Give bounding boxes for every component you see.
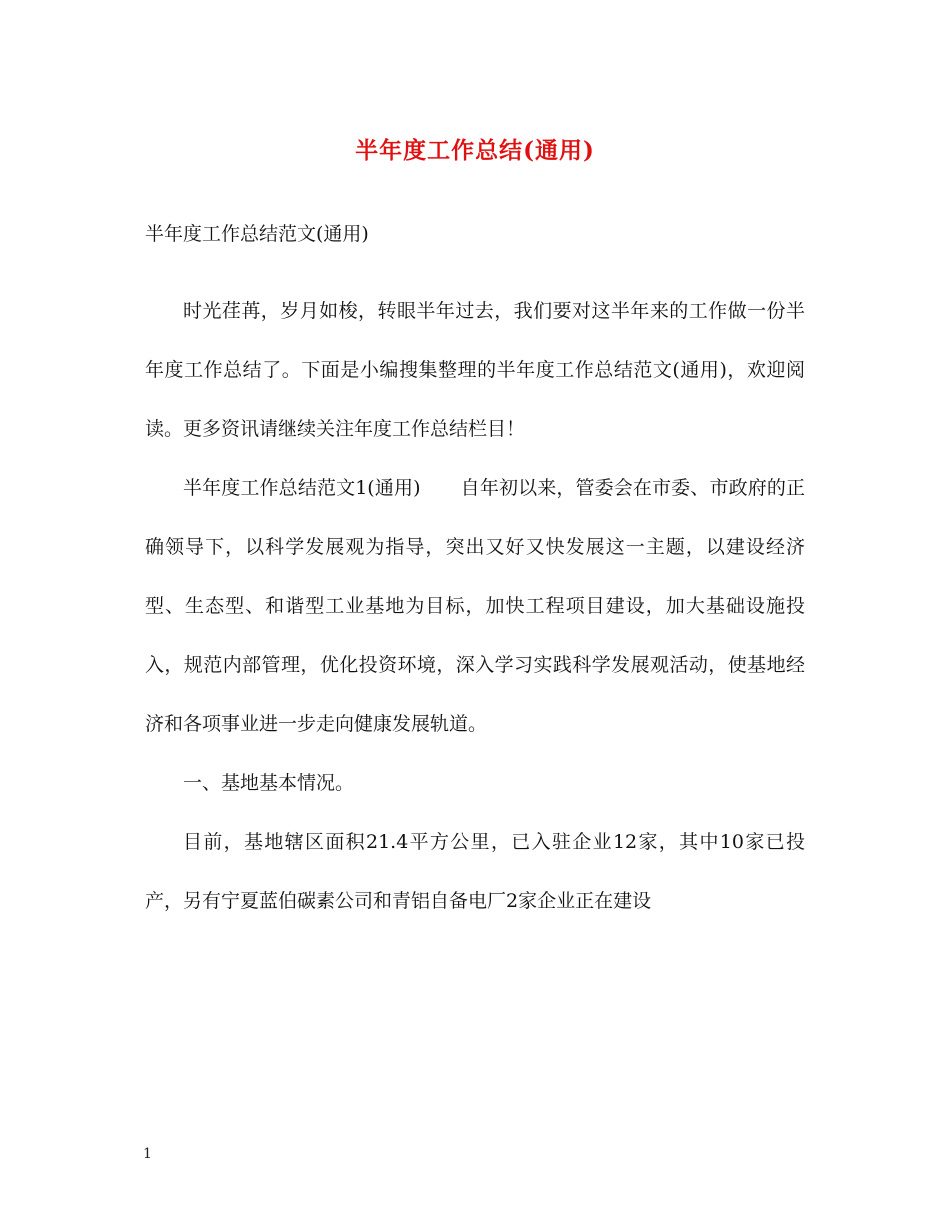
heading-one: 一、基地基本情况。 (183, 772, 355, 794)
document-body (145, 282, 805, 931)
intro-paragraph: 时光荏苒，岁月如梭，转眼半年过去，我们要对这半年来的工作做一份半年度工作总结了。下面是小编搜集整理的半年度工作总结范文(通用)，欢迎阅读。更多资讯请继续关注年度工作总结栏目！ (145, 300, 805, 440)
document-subtitle: 半年度工作总结范文(通用) (145, 223, 369, 245)
section-heading: 半年度工作总结范文1(通用) (183, 477, 421, 499)
paragraph-one: 目前，基地辖区面积21.4平方公里，已入驻企业12家，其中10家已投产，另有宁夏蓝伯碳素公司和青铝自备电厂2家企业正在建设 (145, 831, 805, 912)
document-title: 半年度工作总结(通用) (355, 137, 595, 164)
page-number: 1 (143, 1146, 152, 1162)
section-paragraph (145, 459, 805, 754)
section-intro-text: 自年初以来，管委会在市委、市政府的正确领导下，以科学发展观为指导，突出又好又快发展这一主题，以建设经济型、生态型、和谐型工业基地为目标，加快工程项目建设，加大基础设施投入，规范内部管理，优化投资环境，深入学习实践科学发展观活动，使基地经济和各项事业进一步走向健康发展轨道。 (145, 477, 805, 735)
